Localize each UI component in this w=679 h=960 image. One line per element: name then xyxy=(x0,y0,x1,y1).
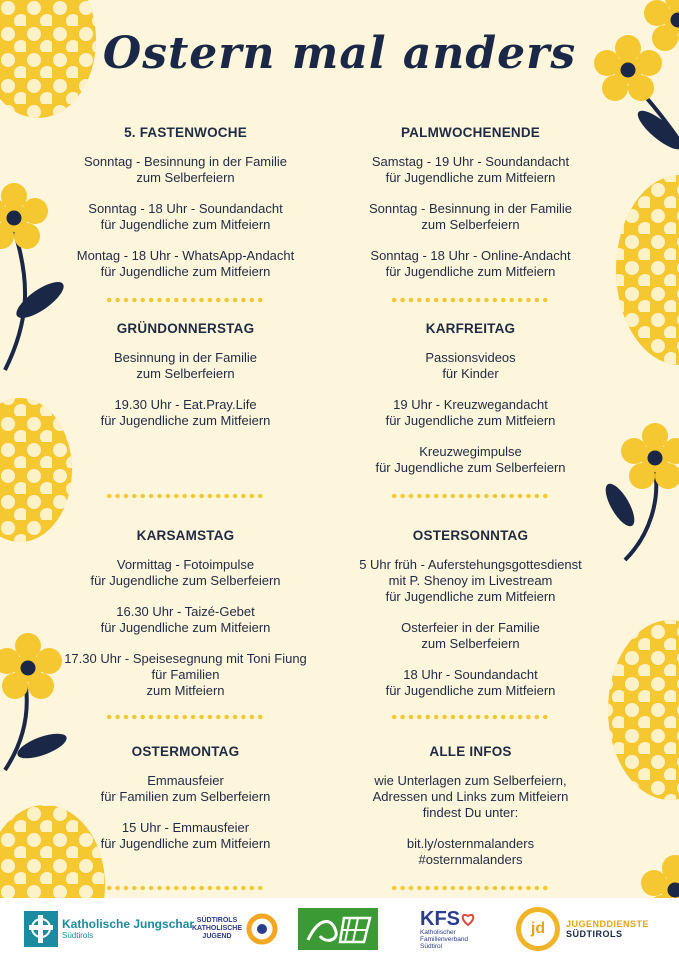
event-item: Emmausfeier für Familien zum Selberfeiern xyxy=(100,773,271,804)
skj-line1: SÜDTIROLS xyxy=(196,917,238,924)
green-emblem-icon xyxy=(298,908,378,950)
section-heading: KARSAMSTAG xyxy=(136,528,235,543)
logo-jugenddienste xyxy=(516,906,649,952)
dotted-divider xyxy=(105,297,265,303)
logo-suedtirols-katholische-jugend xyxy=(192,906,279,952)
kfs-line1: Katholischer xyxy=(420,928,456,936)
event-item: 19 Uhr - Kreuzwegandacht für Jugendliche zum Mitfeiern xyxy=(385,397,556,428)
event-item: Sonntag - 18 Uhr - Online-Andacht für Jugendliche zum Mitfeiern xyxy=(370,248,571,279)
kfs-abbr: KFS xyxy=(420,907,460,930)
event-item: Sonntag - Besinnung in der Familie zum Selberfeiern xyxy=(368,201,573,232)
section-heading: GRÜNDONNERSTAG xyxy=(116,321,255,336)
jd-line1: JUGENDDIENSTE xyxy=(566,919,650,929)
info-text: wie Unterlagen zum Selberfeiern, Adressen und Links zum Mitfeiern findest Du unter: xyxy=(372,773,569,820)
info-link[interactable]: bit.ly/osternmalanders #osternmalanders xyxy=(406,836,535,867)
kfs-line2: Familienverband xyxy=(420,935,469,943)
logo-green-emblem xyxy=(298,906,378,952)
kfs-line3: Südtirol xyxy=(420,942,443,950)
dotted-divider xyxy=(390,493,550,499)
footer-logos xyxy=(0,898,679,960)
event-item: Vormittag - Fotoimpulse für Jugendliche zum Selberfeiern xyxy=(90,557,281,588)
section-heading: OSTERSONNTAG xyxy=(412,528,529,543)
event-item: Montag - 18 Uhr - WhatsApp-Andacht für Jugendliche zum Mitfeiern xyxy=(76,248,295,279)
section-heading: OSTERMONTAG xyxy=(131,744,240,759)
dotted-divider xyxy=(105,885,265,891)
event-item: Passionsvideos für Kinder xyxy=(425,350,516,381)
section-ostersonntag xyxy=(348,528,593,714)
jd-circle-icon xyxy=(516,907,560,951)
dotted-divider xyxy=(390,714,550,720)
event-item: 16.30 Uhr - Taizé-Gebet für Jugendliche zum Mitfeiern xyxy=(100,604,271,635)
egg-right-bottom xyxy=(608,620,679,800)
dotted-divider xyxy=(105,493,265,499)
section-heading: 5. FASTENWOCHE xyxy=(124,125,247,140)
kjs-region: Südtirols xyxy=(62,931,94,940)
section-alle-infos xyxy=(348,744,593,883)
event-item: 5 Uhr früh - Auferstehungsgottesdienst mit P. Shenoy im Livestream für Jugendliche zum Mitfeiern xyxy=(359,557,582,604)
heart-icon xyxy=(460,911,476,927)
event-item: 15 Uhr - Emmausfeier für Jugendliche zum Mitfeiern xyxy=(100,820,271,851)
section-ostermontag xyxy=(63,744,308,867)
kjs-name: Katholische Jungschar xyxy=(62,917,195,931)
section-heading: KARFREITAG xyxy=(425,321,516,336)
dotted-divider xyxy=(390,297,550,303)
skj-line2: KATHOLISCHE xyxy=(192,925,243,932)
dotted-divider xyxy=(105,714,265,720)
event-item: Sonntag - Besinnung in der Familie zum Selberfeiern xyxy=(83,154,288,185)
event-item: 17.30 Uhr - Speisesegnung mit Toni Fiung für Familien zum Mitfeiern xyxy=(64,651,307,698)
jd-line2: SÜDTIROLS xyxy=(566,929,623,939)
event-item: 18 Uhr - Soundandacht für Jugendliche zum Mitfeiern xyxy=(385,667,556,698)
section-heading: PALMWOCHENENDE xyxy=(400,125,541,140)
event-item: Besinnung in der Familie zum Selberfeiern xyxy=(113,350,258,381)
page-title: Ostern mal anders xyxy=(102,28,577,79)
event-item: Kreuzwegimpulse für Jugendliche zum Selberfeiern xyxy=(375,444,566,475)
section-fastenwoche xyxy=(63,125,308,295)
skj-line3: JUGEND xyxy=(202,933,232,940)
event-item: 19.30 Uhr - Eat.Pray.Life für Jugendliche zum Mitfeiern xyxy=(100,397,271,428)
logo-kfs xyxy=(420,906,476,952)
event-item: Sonntag - 18 Uhr - Soundandacht für Jugendliche zum Mitfeiern xyxy=(88,201,283,232)
skj-ring-icon xyxy=(245,912,279,946)
section-karsamstag xyxy=(63,528,308,714)
section-gruendonnerstag xyxy=(63,321,308,444)
section-heading: ALLE INFOS xyxy=(429,744,512,759)
egg-left-mid xyxy=(0,398,72,542)
logo-katholische-jungschar xyxy=(24,906,194,952)
section-karfreitag xyxy=(348,321,593,491)
kjs-cross-icon xyxy=(24,911,58,947)
egg-right-top xyxy=(616,175,679,365)
jd-mark: jd xyxy=(521,912,555,946)
section-palmwochenende xyxy=(348,125,593,295)
dotted-divider xyxy=(390,885,550,891)
event-item: Osterfeier in der Familie zum Selberfeiern xyxy=(401,620,540,651)
event-item: Samstag - 19 Uhr - Soundandacht für Jugendliche zum Mitfeiern xyxy=(371,154,570,185)
